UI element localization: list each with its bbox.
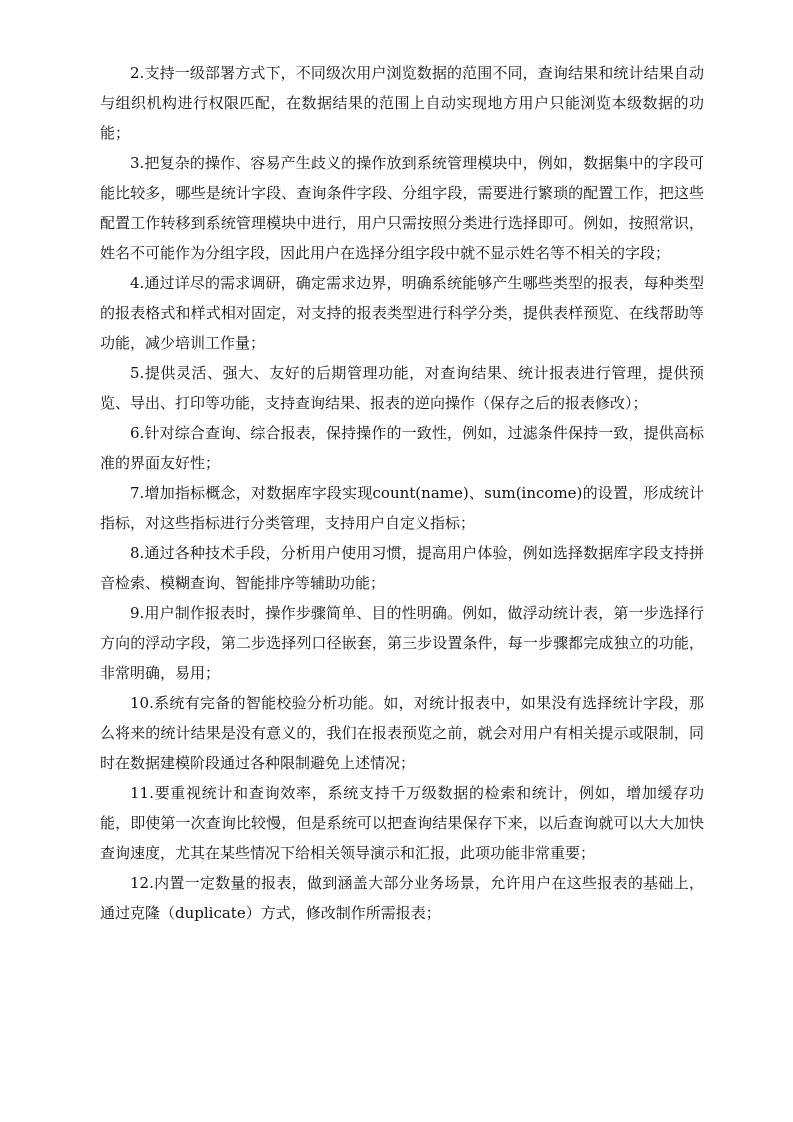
paragraph-item-6: 6.针对综合查询、综合报表，保持操作的一致性，例如，过滤条件保持一致，提供高标准的界面友好性； <box>100 424 704 472</box>
paragraph-item-2: 2.支持一级部署方式下，不同级次用户浏览数据的范围不同，查询结果和统计结果自动与组织机构进行权限匹配，在数据结果的范围上自动实现地方用户只能浏览本级数据的功能； <box>100 64 704 142</box>
paragraph-item-5: 5.提供灵活、强大、友好的后期管理功能，对查询结果、统计报表进行管理，提供预览、导出、打印等功能，支持查询结果、报表的逆向操作（保存之后的报表修改）； <box>100 364 704 412</box>
paragraph-item-3: 3.把复杂的操作、容易产生歧义的操作放到系统管理模块中，例如，数据集中的字段可能比较多，哪些是统计字段、查询条件字段、分组字段，需要进行繁琐的配置工作，把这些配置工作转移到系统管理模块中进行，用户只需按照分类进行选择即可。例如，按照常识，姓名不可能作为分组字段，因此用户在选择分组字段中就不显示姓名等不相关的字段； <box>100 154 704 262</box>
paragraph-item-8: 8.通过各种技术手段，分析用户使用习惯，提高用户体验，例如选择数据库字段支持拼音检索、模糊查询、智能排序等辅助功能； <box>100 544 704 592</box>
paragraph-item-10: 10.系统有完备的智能校验分析功能。如，对统计报表中，如果没有选择统计字段，那么将来的统计结果是没有意义的，我们在报表预览之前，就会对用户有相关提示或限制，同时在数据建模阶段通过各种限制避免上述情况； <box>100 694 704 772</box>
paragraph-item-4: 4.通过详尽的需求调研，确定需求边界，明确系统能够产生哪些类型的报表，每种类型的报表格式和样式相对固定，对支持的报表类型进行科学分类，提供表样预览、在线帮助等功能，减少培训工作量； <box>100 274 704 352</box>
paragraph-item-9: 9.用户制作报表时，操作步骤简单、目的性明确。例如，做浮动统计表，第一步选择行方向的浮动字段，第二步选择列口径嵌套，第三步设置条件，每一步骤都完成独立的功能，非常明确，易用； <box>100 604 704 682</box>
paragraph-item-12: 12.内置一定数量的报表，做到涵盖大部分业务场景，允许用户在这些报表的基础上，通过克隆（duplicate）方式，修改制作所需报表； <box>100 874 704 922</box>
paragraph-item-7: 7.增加指标概念，对数据库字段实现count(name)、sum(income)的设置，形成统计指标，对这些指标进行分类管理，支持用户自定义指标； <box>100 484 704 532</box>
paragraph-item-11: 11.要重视统计和查询效率，系统支持千万级数据的检索和统计，例如，增加缓存功能，即使第一次查询比较慢，但是系统可以把查询结果保存下来，以后查询就可以大大加快查询速度，尤其在某些情况下给相关领导演示和汇报，此项功能非常重要； <box>100 784 704 862</box>
document-page <box>100 58 704 928</box>
